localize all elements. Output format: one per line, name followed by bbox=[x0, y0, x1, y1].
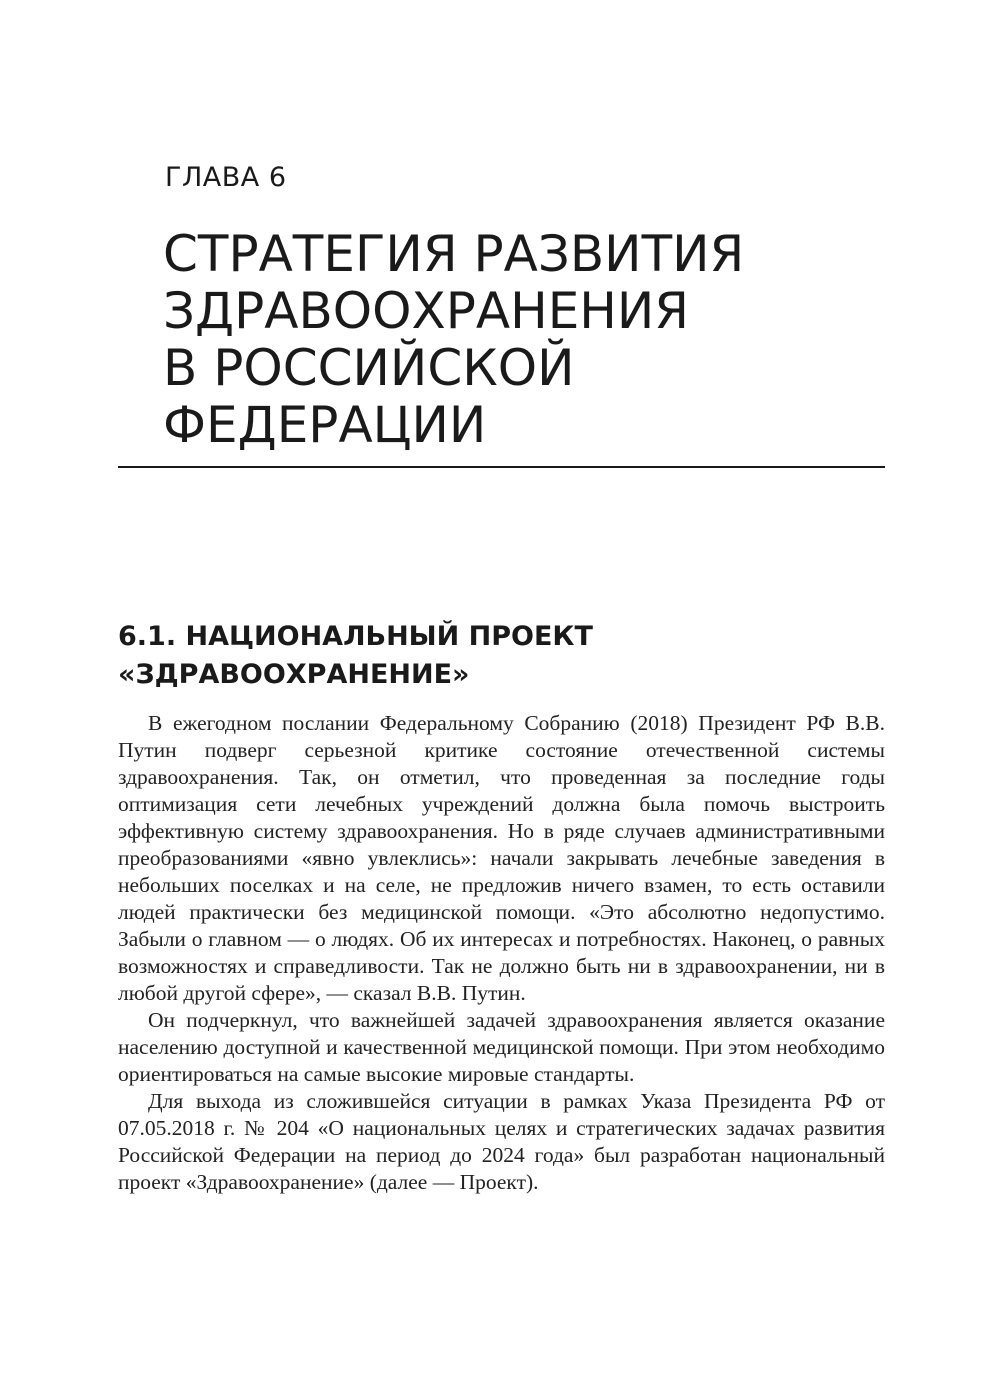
chapter-title-line: ЗДРАВООХРАНЕНИЯ bbox=[163, 282, 690, 340]
paragraph: Он подчеркнул, что важнейшей задачей здравоохранения является оказание населению доступной и качественной медицинской помощи. При этом необходимо ориентироваться на самые высокие мировые стандарты. bbox=[118, 1008, 885, 1086]
chapter-label: ГЛАВА 6 bbox=[165, 162, 287, 193]
chapter-title-line: В РОССИЙСКОЙ bbox=[163, 339, 575, 397]
body-text bbox=[118, 710, 885, 1196]
title-divider bbox=[118, 466, 885, 468]
chapter-title bbox=[163, 226, 923, 454]
section-heading-line: «ЗДРАВООХРАНЕНИЕ» bbox=[118, 659, 470, 690]
section-heading bbox=[118, 618, 885, 694]
paragraph: Для выхода из сложившейся ситуации в рамках Указа Президента РФ от 07.05.2018 г. № 204 «О национальных целях и стратегических задачах развития Российской Федерации на период до 2024 года» был разработан национальный проект «Здравоохранение» (далее — Проект). bbox=[118, 1089, 885, 1194]
chapter-title-line: ФЕДЕРАЦИИ bbox=[163, 396, 487, 454]
chapter-title-line: СТРАТЕГИЯ РАЗВИТИЯ bbox=[163, 225, 745, 283]
section-heading-line: 6.1. НАЦИОНАЛЬНЫЙ ПРОЕКТ bbox=[118, 621, 593, 652]
paragraph: В ежегодном послании Федеральному Собранию (2018) Президент РФ В.В. Путин подверг серьезной критике состояние отечественной системы здравоохранения. Так, он отметил, что проведенная за последние годы оптимизация сети лечебных учреждений должна была помочь выстроить эффективную систему здравоохранения. Но в ряде случаев административными преобразованиями «явно увлеклись»: начали закрывать лечебные заведения в небольших поселках и на селе, не предложив ничего взамен, то есть оставили людей практически без медицинской помощи. «Это абсолютно недопустимо. Забыли о главном — о людях. Об их интересах и потребностях. Наконец, о равных возможностях и справедливости. Так не должно быть ни в здравоохранении, ни в любой другой сфере», — сказал В.В. Путин. bbox=[118, 711, 885, 1005]
